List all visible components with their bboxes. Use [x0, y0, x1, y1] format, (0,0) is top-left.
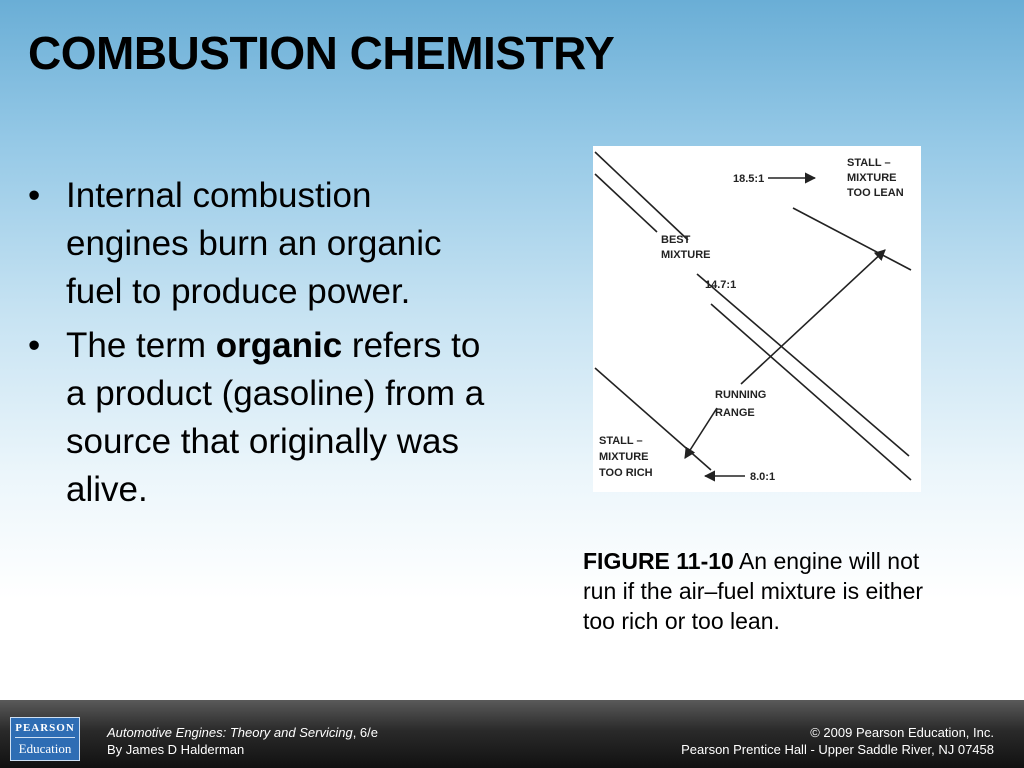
- ratio-best-label: 14.7:1: [705, 279, 737, 291]
- figure-diagram: [593, 146, 921, 492]
- bullet-item: [28, 172, 498, 316]
- bullet-dot: •: [28, 176, 41, 215]
- figure-caption: [583, 546, 953, 636]
- mixture-diagram: [593, 146, 921, 492]
- pearson-logo: [10, 717, 80, 761]
- best-mixture-label-2: MIXTURE: [661, 249, 711, 261]
- caption-text: An engine will not run if the air–fuel mixture is either too rich or too lean.: [583, 548, 924, 634]
- book-title: Automotive Engines: Theory and Servicing: [107, 725, 353, 740]
- bullet-text-after: refers to a product (gasoline) from a source that originally was alive.: [66, 326, 485, 509]
- running-range-arrow: [741, 250, 885, 384]
- caption-label: FIGURE 11-10: [583, 548, 734, 574]
- footer-book-info: [107, 724, 378, 758]
- footer-copyright: [681, 724, 994, 758]
- logo-bottom-text: Education: [18, 741, 72, 756]
- bullet-item: [28, 322, 498, 514]
- stall-lean-label-2: MIXTURE: [847, 172, 897, 184]
- logo-top-text: PEARSON: [15, 722, 75, 734]
- bullet-dot: •: [28, 326, 41, 365]
- running-range-label-1: RUNNING: [715, 389, 767, 401]
- slide-title: COMBUSTION CHEMISTRY: [28, 27, 615, 79]
- bullet-bold-term: organic: [215, 326, 343, 365]
- bullet-text: Internal combustion engines burn an organic fuel to produce power.: [66, 176, 442, 311]
- bullet-list: [28, 172, 498, 520]
- ratio-lean-label: 18.5:1: [733, 173, 765, 185]
- boundary-line: [595, 152, 688, 240]
- stall-lean-label-1: STALL –: [847, 157, 891, 169]
- book-author: By James D Halderman: [107, 742, 245, 757]
- ratio-rich-label: 8.0:1: [750, 471, 776, 483]
- footer-bar: [0, 700, 1024, 768]
- logo-divider: [15, 737, 75, 738]
- stall-rich-label-1: STALL –: [599, 435, 643, 447]
- running-range-arrow: [685, 408, 717, 458]
- stall-lean-line: [793, 208, 911, 270]
- running-range-label-2: RANGE: [715, 407, 755, 419]
- publisher-text: Pearson Prentice Hall - Upper Saddle River, NJ 07458: [681, 742, 994, 757]
- stall-lean-label-3: TOO LEAN: [847, 187, 904, 199]
- book-edition: , 6/e: [352, 725, 378, 740]
- boundary-line: [595, 174, 657, 232]
- stall-rich-label-2: MIXTURE: [599, 451, 649, 463]
- stall-rich-label-3: TOO RICH: [599, 467, 653, 479]
- copyright-text: © 2009 Pearson Education, Inc.: [810, 725, 994, 740]
- best-mixture-label-1: BEST: [661, 234, 691, 246]
- best-mixture-line: [697, 274, 909, 456]
- bullet-text-before: The term: [66, 326, 216, 365]
